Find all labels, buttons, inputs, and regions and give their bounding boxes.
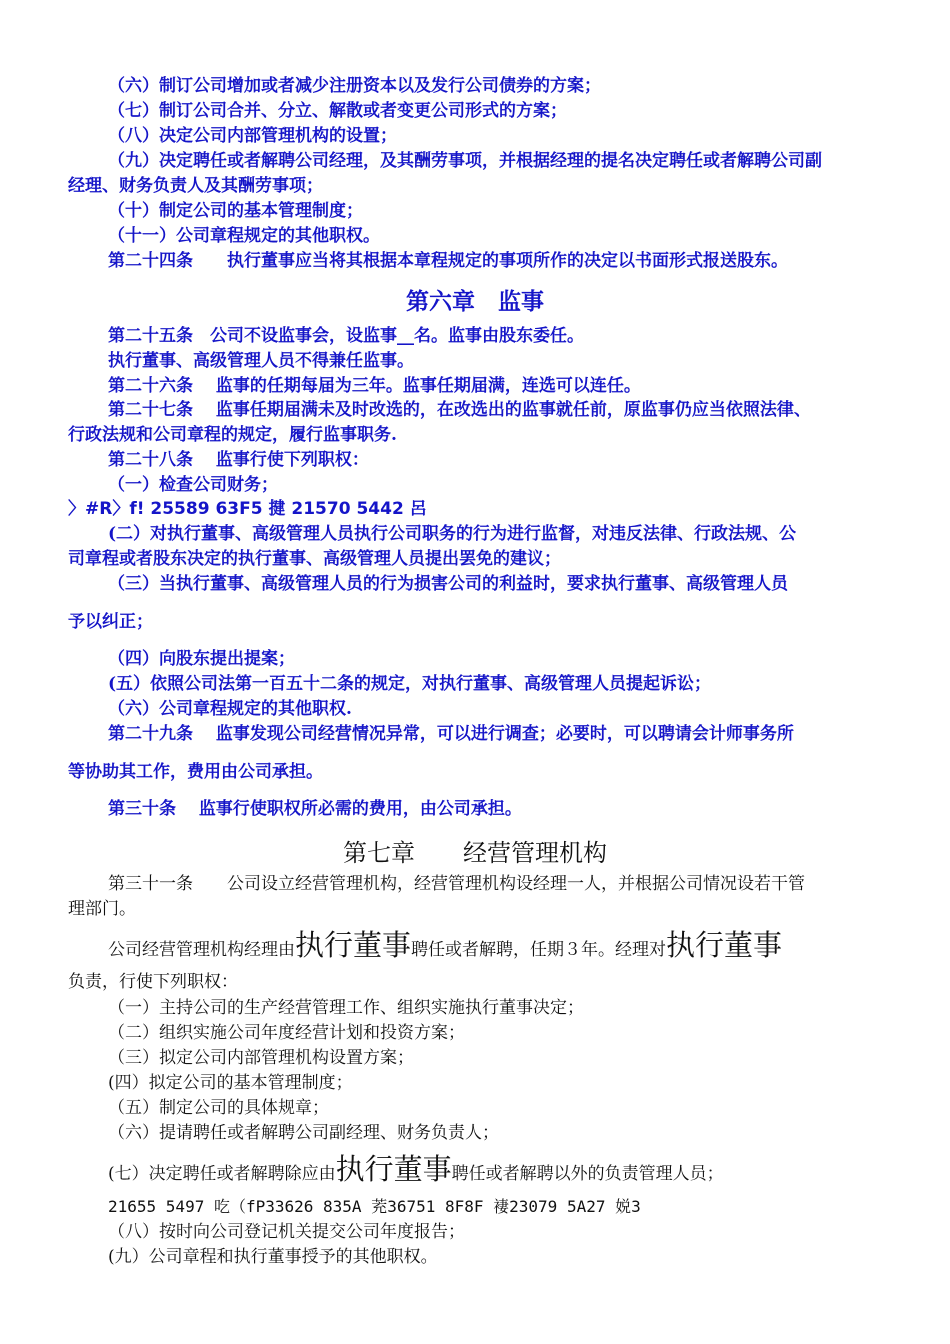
power-item-8: （八）决定公司内部管理机构的设置； — [108, 126, 397, 146]
executive-director-emphasis: 执行董事 — [335, 1152, 452, 1186]
chapter-6-title: 第六章 监事 — [406, 288, 544, 315]
power-item-11: （十一）公司章程规定的其他职权。 — [108, 226, 380, 246]
article-31: 第三十一条 公司设立经营管理机构，经营管理机构设经理一人，并根据公司情况设若干管 — [108, 874, 805, 894]
manager-appointment-cont: 负责，行使下列职权： — [68, 972, 238, 992]
manager-power-9: (九）公司章程和执行董事授予的其他职权。 — [108, 1247, 438, 1267]
chapter-7-title: 第七章 经营管理机构 — [343, 839, 607, 867]
encoded-code-line: 21655 5497 吃（fP33626 835A 茺36751 8F8F 褄23079 5A27 娧3 — [108, 1197, 641, 1216]
supervisor-item-5: (五）依照公司法第一百五十二条的规定，对执行董事、高级管理人员提起诉讼； — [108, 674, 712, 694]
article-27: 第二十七条 监事任期届满未及时改选的，在改选出的监事就任前，原监事仍应当依照法律、 — [108, 400, 811, 420]
manager-power-8: （八）按时向公司登记机关提交公司年度报告； — [108, 1222, 465, 1242]
supervisor-item-4: （四）向股东提出提案； — [108, 649, 295, 669]
executive-director-emphasis: 执行董事 — [295, 928, 412, 962]
manager-power-2: （二）组织实施公司年度经营计划和投资方案； — [108, 1023, 465, 1043]
power-item-10: （十）制定公司的基本管理制度； — [108, 201, 363, 221]
article-27-cont: 行政法规和公司章程的规定，履行监事职务. — [68, 425, 397, 445]
article-29-cont: 等协助其工作，费用由公司承担。 — [68, 762, 323, 782]
supervisor-item-2-cont: 司章程或者股东决定的执行董事、高级管理人员提出罢免的建议； — [68, 549, 561, 569]
article-25-cont: 执行董事、高级管理人员不得兼任监事。 — [108, 351, 414, 371]
manager-text-mid: 聘任或者解聘，任期３年。经理对 — [411, 940, 667, 960]
supervisor-item-2: (二）对执行董事、高级管理人员执行公司职务的行为进行监督，对违反法律、行政法规、公 — [108, 524, 797, 544]
article-31-cont: 理部门。 — [68, 899, 136, 919]
manager-power-3: （三）拟定公司内部管理机构设置方案； — [108, 1048, 414, 1068]
manager-power-4: (四）拟定公司的基本管理制度； — [108, 1073, 353, 1093]
supervisor-item-3-cont: 予以纠正； — [68, 612, 153, 632]
manager-appointment-line — [108, 928, 890, 967]
manager-power-5: （五）制定公司的具体规章； — [108, 1098, 329, 1118]
power-item-7: （七）制订公司合并、分立、解散或者变更公司形式的方案； — [108, 101, 567, 121]
manager-power-6: （六）提请聘任或者解聘公司副经理、财务负责人； — [108, 1123, 499, 1143]
article-28: 第二十八条 监事行使下列职权： — [108, 450, 369, 470]
manager-power-7-pre: (七）决定聘任或者解聘除应由 — [108, 1164, 336, 1184]
supervisor-item-3: （三）当执行董事、高级管理人员的行为损害公司的利益时，要求执行董事、高级管理人员 — [108, 574, 788, 594]
supervisor-item-1: （一）检查公司财务； — [108, 475, 278, 495]
executive-director-emphasis: 执行董事 — [666, 928, 783, 962]
manager-power-7-post: 聘任或者解聘以外的负责管理人员； — [451, 1164, 724, 1184]
article-24: 第二十四条 执行董事应当将其根据本章程规定的事项所作的决定以书面形式报送股东。 — [108, 251, 788, 271]
power-item-9: （九）决定聘任或者解聘公司经理，及其酬劳事项，并根据经理的提名决定聘任或者解聘公司副 — [108, 151, 822, 171]
supervisor-item-6: （六）公司章程规定的其他职权. — [108, 699, 352, 719]
article-25: 第二十五条 公司不设监事会，设监事__名。监事由股东委任。 — [108, 326, 584, 346]
article-30: 第三十条 监事行使职权所必需的费用，由公司承担。 — [108, 799, 522, 819]
article-26: 第二十六条 监事的任期每届为三年。监事任期届满，连选可以连任。 — [108, 376, 641, 396]
power-item-9-cont: 经理、财务负责人及其酬劳事项； — [68, 176, 323, 196]
manager-power-1: （一）主持公司的生产经营管理工作、组织实施执行董事决定； — [108, 998, 584, 1018]
manager-text-pre: 公司经营管理机构经理由 — [108, 940, 295, 960]
article-29: 第二十九条 监事发现公司经营情况异常，可以进行调查；必要时，可以聘请会计师事务所 — [108, 724, 794, 744]
manager-power-7 — [108, 1152, 890, 1191]
power-item-6: （六）制订公司增加或者减少注册资本以及发行公司债券的方案； — [108, 76, 601, 96]
encoded-text-line: 〉#R〉f! 25589 63F5 揵 21570 5442 呂 — [68, 499, 427, 519]
